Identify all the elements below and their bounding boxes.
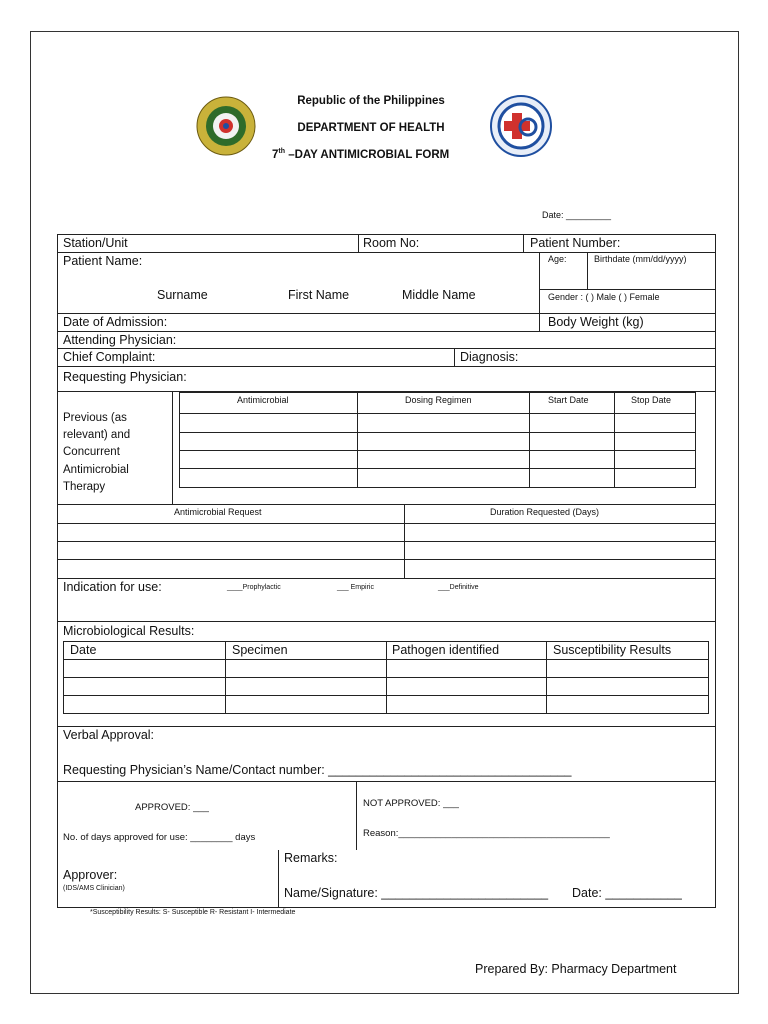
col-stop-date: Stop Date [631, 395, 672, 405]
prophylactic-option[interactable]: ____Prophylactic [227, 584, 281, 591]
micro-col-pathogen: Pathogen identified [392, 643, 500, 657]
not-approved-field[interactable]: NOT APPROVED: ___ [363, 798, 459, 809]
patient-number-label: Patient Number: [530, 236, 621, 250]
approver-label: Approver: [63, 868, 118, 882]
surname-label: Surname [157, 288, 208, 302]
duration-requested-header: Duration Requested (Days) [490, 507, 600, 517]
body-weight-label: Body Weight (kg) [548, 315, 644, 329]
previous-therapy-label-5: Therapy [63, 481, 106, 493]
gender-label[interactable]: Gender : ( ) Male ( ) Female [548, 292, 660, 302]
micro-col-date: Date [70, 643, 97, 657]
chief-complaint-label: Chief Complaint: [63, 350, 156, 364]
micro-col-specimen: Specimen [232, 643, 288, 657]
first-name-label: First Name [288, 288, 350, 302]
prepared-by: Prepared By: Pharmacy Department [475, 962, 677, 976]
room-no-label: Room No: [363, 236, 420, 250]
col-start-date: Start Date [548, 395, 589, 405]
verbal-approval-label: Verbal Approval: [63, 728, 155, 742]
header-form-title: 7th –DAY ANTIMICROBIAL FORM [272, 148, 450, 161]
antimicrobial-request-header: Antimicrobial Request [174, 507, 262, 517]
empiric-option[interactable]: ___ Empiric [337, 584, 374, 591]
previous-therapy-label-2: relevant) and [63, 429, 131, 441]
approver-sub-label: (IDS/AMS Clinician) [63, 885, 125, 892]
requesting-physician-contact-field[interactable]: Requesting Physician’s Name/Contact number: ___________________________________ [63, 763, 572, 777]
requesting-physician-label: Requesting Physician: [63, 370, 187, 384]
middle-name-label: Middle Name [402, 288, 476, 302]
reason-field[interactable]: Reason:________________________________________ [363, 828, 610, 839]
remarks-label: Remarks: [284, 851, 338, 865]
col-dosing-regimen: Dosing Regimen [405, 395, 472, 405]
age-label: Age: [548, 254, 567, 264]
previous-therapy-label-4: Antimicrobial [63, 464, 129, 476]
birthdate-label: Birthdate (mm/dd/yyyy) [594, 254, 687, 264]
name-signature-field[interactable]: Name/Signature: ________________________ [284, 886, 549, 900]
days-approved-field[interactable]: No. of days approved for use: ________ days [63, 832, 256, 843]
attending-physician-label: Attending Physician: [63, 333, 177, 347]
header-department: DEPARTMENT OF HEALTH [297, 122, 445, 134]
patient-name-label: Patient Name: [63, 254, 143, 268]
date-of-admission-label: Date of Admission: [63, 315, 168, 329]
definitive-option[interactable]: ___Definitive [438, 584, 479, 591]
approval-date-field[interactable]: Date: ___________ [572, 886, 682, 900]
previous-therapy-table [179, 392, 696, 488]
footnote: *Susceptibility Results: S- Susceptible R- Resistant I- Intermediate [90, 909, 296, 916]
approved-field[interactable]: APPROVED: ___ [135, 802, 209, 813]
micro-results-label: Microbiological Results: [63, 624, 195, 638]
previous-therapy-label-1: Previous (as [63, 412, 127, 424]
date-field[interactable]: Date: _________ [542, 210, 612, 220]
header-republic: Republic of the Philippines [297, 95, 445, 107]
micro-col-susceptibility: Susceptibility Results [553, 643, 672, 657]
previous-therapy-label-3: Concurrent [63, 446, 120, 458]
station-unit-label: Station/Unit [63, 236, 128, 250]
col-antimicrobial: Antimicrobial [237, 395, 289, 405]
diagnosis-label: Diagnosis: [460, 350, 519, 364]
indication-label: Indication for use: [63, 580, 162, 594]
